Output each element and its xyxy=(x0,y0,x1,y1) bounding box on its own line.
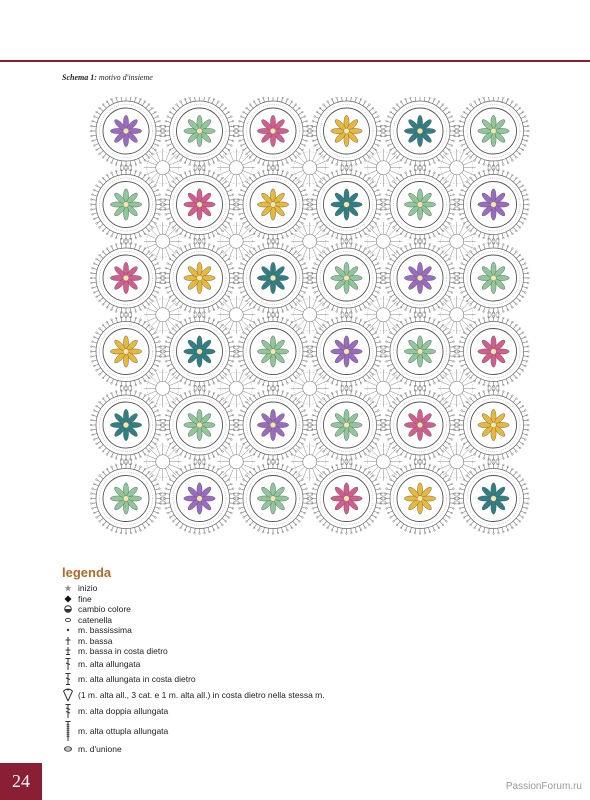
half-circle-icon xyxy=(62,605,74,613)
top-rule xyxy=(0,60,590,62)
legend-item-label: m. alta allungata in costa dietro xyxy=(78,674,196,684)
lace-filler xyxy=(121,126,500,505)
watermark: PassionForum.ru xyxy=(505,781,582,792)
tall-stitch-icon xyxy=(62,657,74,671)
figure-caption xyxy=(62,73,153,82)
oval-icon xyxy=(62,616,74,624)
legend-item xyxy=(62,743,532,755)
lace-rosette xyxy=(438,149,476,187)
legend-item-label: fine xyxy=(78,593,92,604)
legend-item-label: m. alta ottupla allungata xyxy=(78,726,169,736)
legend-item-label: m. d'unione xyxy=(78,743,122,754)
lace-rosette xyxy=(438,222,476,260)
legend-item xyxy=(62,720,532,743)
lace-rosette xyxy=(291,149,329,187)
legend-item xyxy=(62,636,532,647)
legend-item xyxy=(62,672,532,687)
lace-rosette xyxy=(364,149,402,187)
lace-rosette xyxy=(144,443,182,481)
diamond-icon xyxy=(62,595,74,603)
octuple-icon xyxy=(62,720,74,742)
lace-rosette xyxy=(144,296,182,334)
legend-item xyxy=(62,703,532,720)
legend-item-label: catenella xyxy=(78,614,113,625)
legend-item xyxy=(62,615,532,626)
lace-rosette xyxy=(291,443,329,481)
lace-rosette xyxy=(291,222,329,260)
lace-rosette xyxy=(217,369,255,407)
lace-rosette xyxy=(144,222,182,260)
lace-rosette xyxy=(364,443,402,481)
lace-rosette xyxy=(291,296,329,334)
join-icon xyxy=(62,745,74,753)
legend-item-label: m. bassa in costa dietro xyxy=(78,646,168,657)
legend-item xyxy=(62,594,532,605)
lace-rosette xyxy=(217,149,255,187)
legend-item-label: m. alta allungata xyxy=(78,659,141,669)
tall-back-icon xyxy=(62,672,74,686)
legend-item xyxy=(62,583,532,594)
legend-item xyxy=(62,687,532,703)
lace-rosette xyxy=(217,443,255,481)
lace-rosette xyxy=(291,369,329,407)
legend-item xyxy=(62,646,532,657)
legend-item xyxy=(62,625,532,636)
legend-item-label: m. alta doppia allungata xyxy=(78,706,169,716)
legend xyxy=(62,565,532,755)
lace-rosette xyxy=(438,443,476,481)
legend-title: legenda xyxy=(62,565,112,580)
cross-icon xyxy=(62,636,74,646)
lace-rosette xyxy=(364,222,402,260)
lace-rosette xyxy=(364,296,402,334)
lace-rosette xyxy=(438,296,476,334)
star-icon xyxy=(62,584,74,592)
cluster-icon xyxy=(62,688,74,702)
caption-text: motivo d'insieme xyxy=(98,73,153,82)
double-tall-icon xyxy=(62,703,74,719)
lace-rosette xyxy=(217,296,255,334)
legend-item-label: cambio colore xyxy=(78,604,131,615)
legend-item-label: m. bassissima xyxy=(78,625,132,636)
legend-item-label: (1 m. alta all., 3 cat. e 1 m. alta all.) in costa dietro nella stessa m. xyxy=(78,689,325,700)
legend-item-label: m. bassa xyxy=(78,635,113,646)
lace-rosette xyxy=(217,222,255,260)
legend-item xyxy=(62,657,532,672)
lace-rosette xyxy=(144,369,182,407)
lace-rosette xyxy=(364,369,402,407)
crochet-schema xyxy=(90,97,530,557)
legend-item xyxy=(62,604,532,615)
cross-back-icon xyxy=(62,646,74,656)
lace-rosette xyxy=(438,369,476,407)
page-number: 24 xyxy=(0,763,42,800)
lace-rosette xyxy=(144,149,182,187)
legend-list xyxy=(62,583,532,755)
dot-icon xyxy=(62,626,74,634)
legend-item-label: inizio xyxy=(78,583,98,594)
caption-label: Schema 1: xyxy=(62,73,97,82)
